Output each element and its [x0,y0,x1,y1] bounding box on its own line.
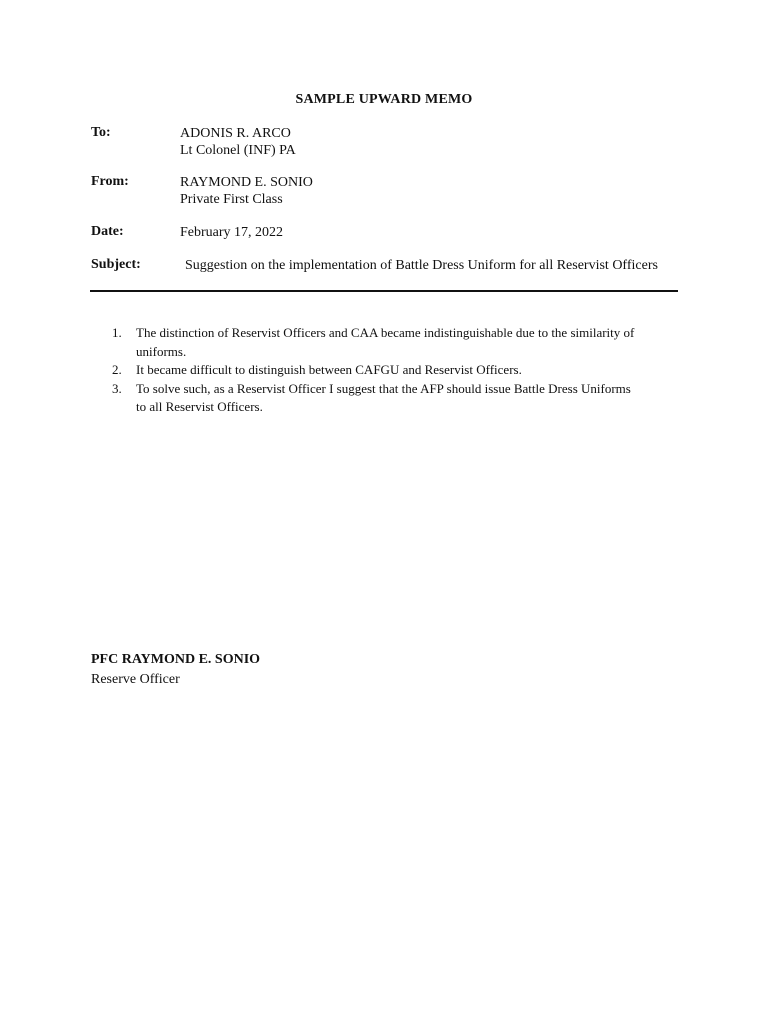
to-rank: Lt Colonel (INF) PA [180,143,296,158]
from-value [180,174,313,208]
date-label: Date: [91,224,124,239]
list-item-number: 2. [112,362,122,377]
subject-text: Suggestion on the implementation of Battle Dress Uniform for all Reservist Officers [185,258,658,273]
date-value [180,224,283,241]
from-label: From: [91,174,129,189]
list-item-text: To solve such, as a Reservist Officer I suggest that the AFP should issue Battle Dress Uniforms [136,380,631,396]
list-item-number: 3. [112,380,122,396]
list-item-text: It became difficult to distinguish between CAFGU and Reservist Officers. [136,362,522,377]
list-item [100,380,680,417]
from-rank: Private First Class [180,192,283,207]
list-item-number: 1. [112,325,122,340]
header-divider [90,290,678,292]
signature-title: Reserve Officer [91,672,180,687]
to-label: To: [91,125,111,140]
memo-title: SAMPLE UPWARD MEMO [295,92,473,107]
subject-label: Subject: [91,257,141,272]
list-item-text: to all Reservist Officers. [136,399,263,414]
from-name: RAYMOND E. SONIO [180,175,313,190]
list-item-text: The distinction of Reservist Officers and CAA became indistinguishable due to the similarity of [136,325,635,340]
list-item [100,324,680,361]
list-item-text: uniforms. [136,343,187,359]
memo-body-list [100,324,680,417]
date-text: February 17, 2022 [180,225,284,240]
to-name: ADONIS R. ARCO [180,126,291,141]
signature-name: PFC RAYMOND E. SONIO [91,652,261,667]
to-value [180,125,296,159]
subject-value [185,257,658,274]
list-item [100,361,680,380]
